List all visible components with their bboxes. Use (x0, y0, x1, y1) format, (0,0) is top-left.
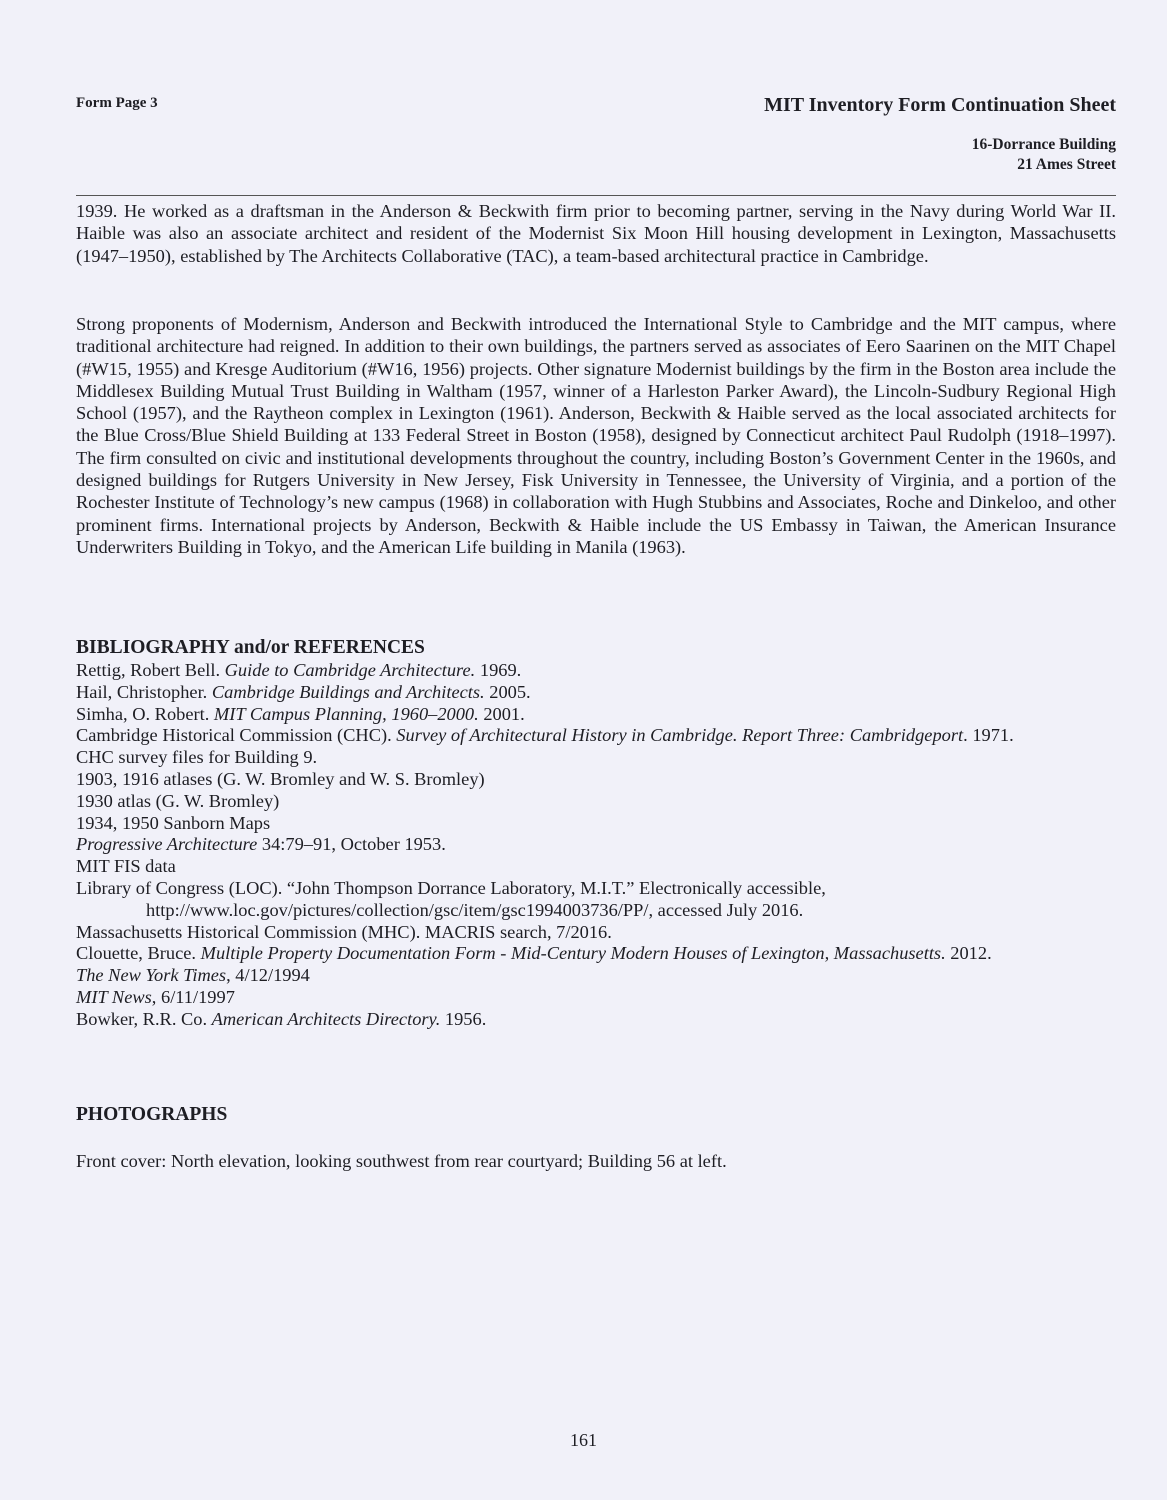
entry-post: 34:79–91, October 1953. (257, 834, 446, 855)
entry-ital: Survey of Architectural History in Cambridge. Report Three: Cambridgeport (396, 725, 964, 746)
bibliography-entry (76, 943, 1014, 965)
entry-pre: 1930 atlas (G. W. Bromley) (76, 790, 280, 811)
bibliography-entry (76, 682, 1014, 704)
entry-pre: Library of Congress (LOC). “John Thompson Dorrance Laboratory, M.I.T.” Electronically accessible, (76, 877, 826, 898)
entry-post: . 1971. (963, 725, 1014, 746)
entry-pre: 1934, 1950 Sanborn Maps (76, 812, 271, 833)
entry-pre: MIT FIS data (76, 856, 176, 877)
bibliography-entry (76, 725, 1014, 747)
paragraph-1: 1939. He worked as a draftsman in the Anderson & Beckwith firm prior to becoming partner, serving in the Navy during World War II. Haible was also an associate architect and resident of the Modernist Six Moon Hill housing development in Lexington, Massachusetts (1947–1950), established by The Architects Collaborative (TAC), a team-based architectural practice in Cambridge. (76, 201, 1116, 266)
entry-pre: Simha, O. Robert. (76, 703, 214, 724)
header-divider (76, 195, 1116, 196)
entry-post: 2005. (484, 681, 531, 702)
bibliography-entry (76, 660, 1014, 682)
bibliography-entry (76, 791, 1014, 813)
entry-ital: Cambridge Buildings and Architects. (211, 681, 485, 702)
entry-pre: Bowker, R.R. Co. (76, 1008, 212, 1029)
entry-ital: MIT Campus Planning, 1960–2000. (213, 703, 479, 724)
entry-post: , 4/12/1994 (226, 965, 310, 986)
entry-pre: Hail, Christopher. (76, 681, 212, 702)
entry-pre: Rettig, Robert Bell. (76, 660, 225, 680)
entry-post: 1969. (475, 660, 522, 680)
entry-post: , 6/11/1997 (151, 986, 235, 1007)
entry-ital: Guide to Cambridge Architecture. (224, 660, 476, 680)
entry-pre: Massachusetts Historical Commission (MHC). MACRIS search, 7/2016. (76, 921, 612, 942)
entry-ital: The New York Times (76, 965, 227, 986)
bibliography-list (76, 660, 1014, 1031)
page-title: MIT Inventory Form Continuation Sheet (764, 94, 1116, 116)
bibliography-entry (76, 704, 1014, 726)
entry-ital: MIT News (76, 986, 152, 1007)
entry-pre: Cambridge Historical Commission (CHC). (76, 725, 397, 746)
bibliography-heading: BIBLIOGRAPHY and/or REFERENCES (76, 637, 425, 658)
photographs-heading: PHOTOGRAPHS (76, 1104, 228, 1125)
entry-ital: Progressive Architecture (76, 834, 258, 855)
bibliography-entry (76, 834, 1014, 856)
entry-pre: 1903, 1916 atlases (G. W. Bromley and W. S. Bromley) (76, 768, 485, 789)
building-address: 21 Ames Street (1017, 156, 1116, 173)
building-info (972, 135, 1116, 175)
photographs-text: Front cover: North elevation, looking southwest from rear courtyard; Building 56 at left. (76, 1151, 727, 1171)
bibliography-entry (76, 987, 1014, 1009)
bibliography-entry (76, 900, 1014, 922)
bibliography-entry (76, 878, 1014, 900)
page-number: 161 (570, 1430, 597, 1450)
paragraph-2: Strong proponents of Modernism, Anderson and Beckwith introduced the International Style to Cambridge and the MIT campus, where traditional architecture had reigned. In addition to their own buildings, the partners served as associates of Eero Saarinen on the MIT Chapel (#W15, 1955) and Kresge Auditorium (#W16, 1956) projects. Other signature Modernist buildings by the firm in the Boston area include the Middlesex Building Mutual Trust Building in Waltham (1957, winner of a Harleston Parker Award), the Lincoln-Sudbury Regional High School (1957), and the Raytheon complex in Lexington (1961). Anderson, Beckwith & Haible served as the local associated architects for the Blue Cross/Blue Shield Building at 133 Federal Street in Boston (1958), designed by Connecticut architect Paul Rudolph (1918–1997). The firm consulted on civic and institutional developments throughout the country, including Boston’s Government Center in the 1960s, and designed buildings for Rutgers University in New Jersey, Fisk University in Tennessee, the University of Virginia, and a portion of the Rochester Institute of Technology’s new campus (1968) in collaboration with Hugh Stubbins and Associates, Roche and Dinkeloo, and other prominent firms. International projects by Anderson, Beckwith & Haible include the US Embassy in Taiwan, the American Insurance Underwriters Building in Tokyo, and the American Life building in Manila (1963). (76, 314, 1116, 557)
bibliography-entry (76, 747, 1014, 769)
entry-pre: http://www.loc.gov/pictures/collection/gsc/item/gsc1994003736/PP/, accessed July 2016. (146, 899, 804, 920)
entry-ital: Multiple Property Documentation Form - Mid-Century Modern Houses of Lexington, Massachusetts. (200, 943, 946, 964)
entry-post: 2012. (945, 943, 992, 964)
bibliography-entry (76, 856, 1014, 878)
bibliography-entry (76, 769, 1014, 791)
building-name: 16-Dorrance Building (971, 136, 1116, 153)
bibliography-entry (76, 813, 1014, 835)
entry-pre: Clouette, Bruce. (76, 943, 201, 964)
bibliography-entry (76, 1009, 1014, 1031)
bibliography-entry (76, 922, 1014, 944)
entry-post: 1956. (440, 1008, 487, 1029)
entry-post: 2001. (478, 703, 525, 724)
form-page-label: Form Page 3 (76, 95, 158, 111)
entry-pre: CHC survey files for Building 9. (76, 747, 318, 768)
entry-ital: American Architects Directory. (211, 1008, 441, 1029)
bibliography-entry (76, 965, 1014, 987)
